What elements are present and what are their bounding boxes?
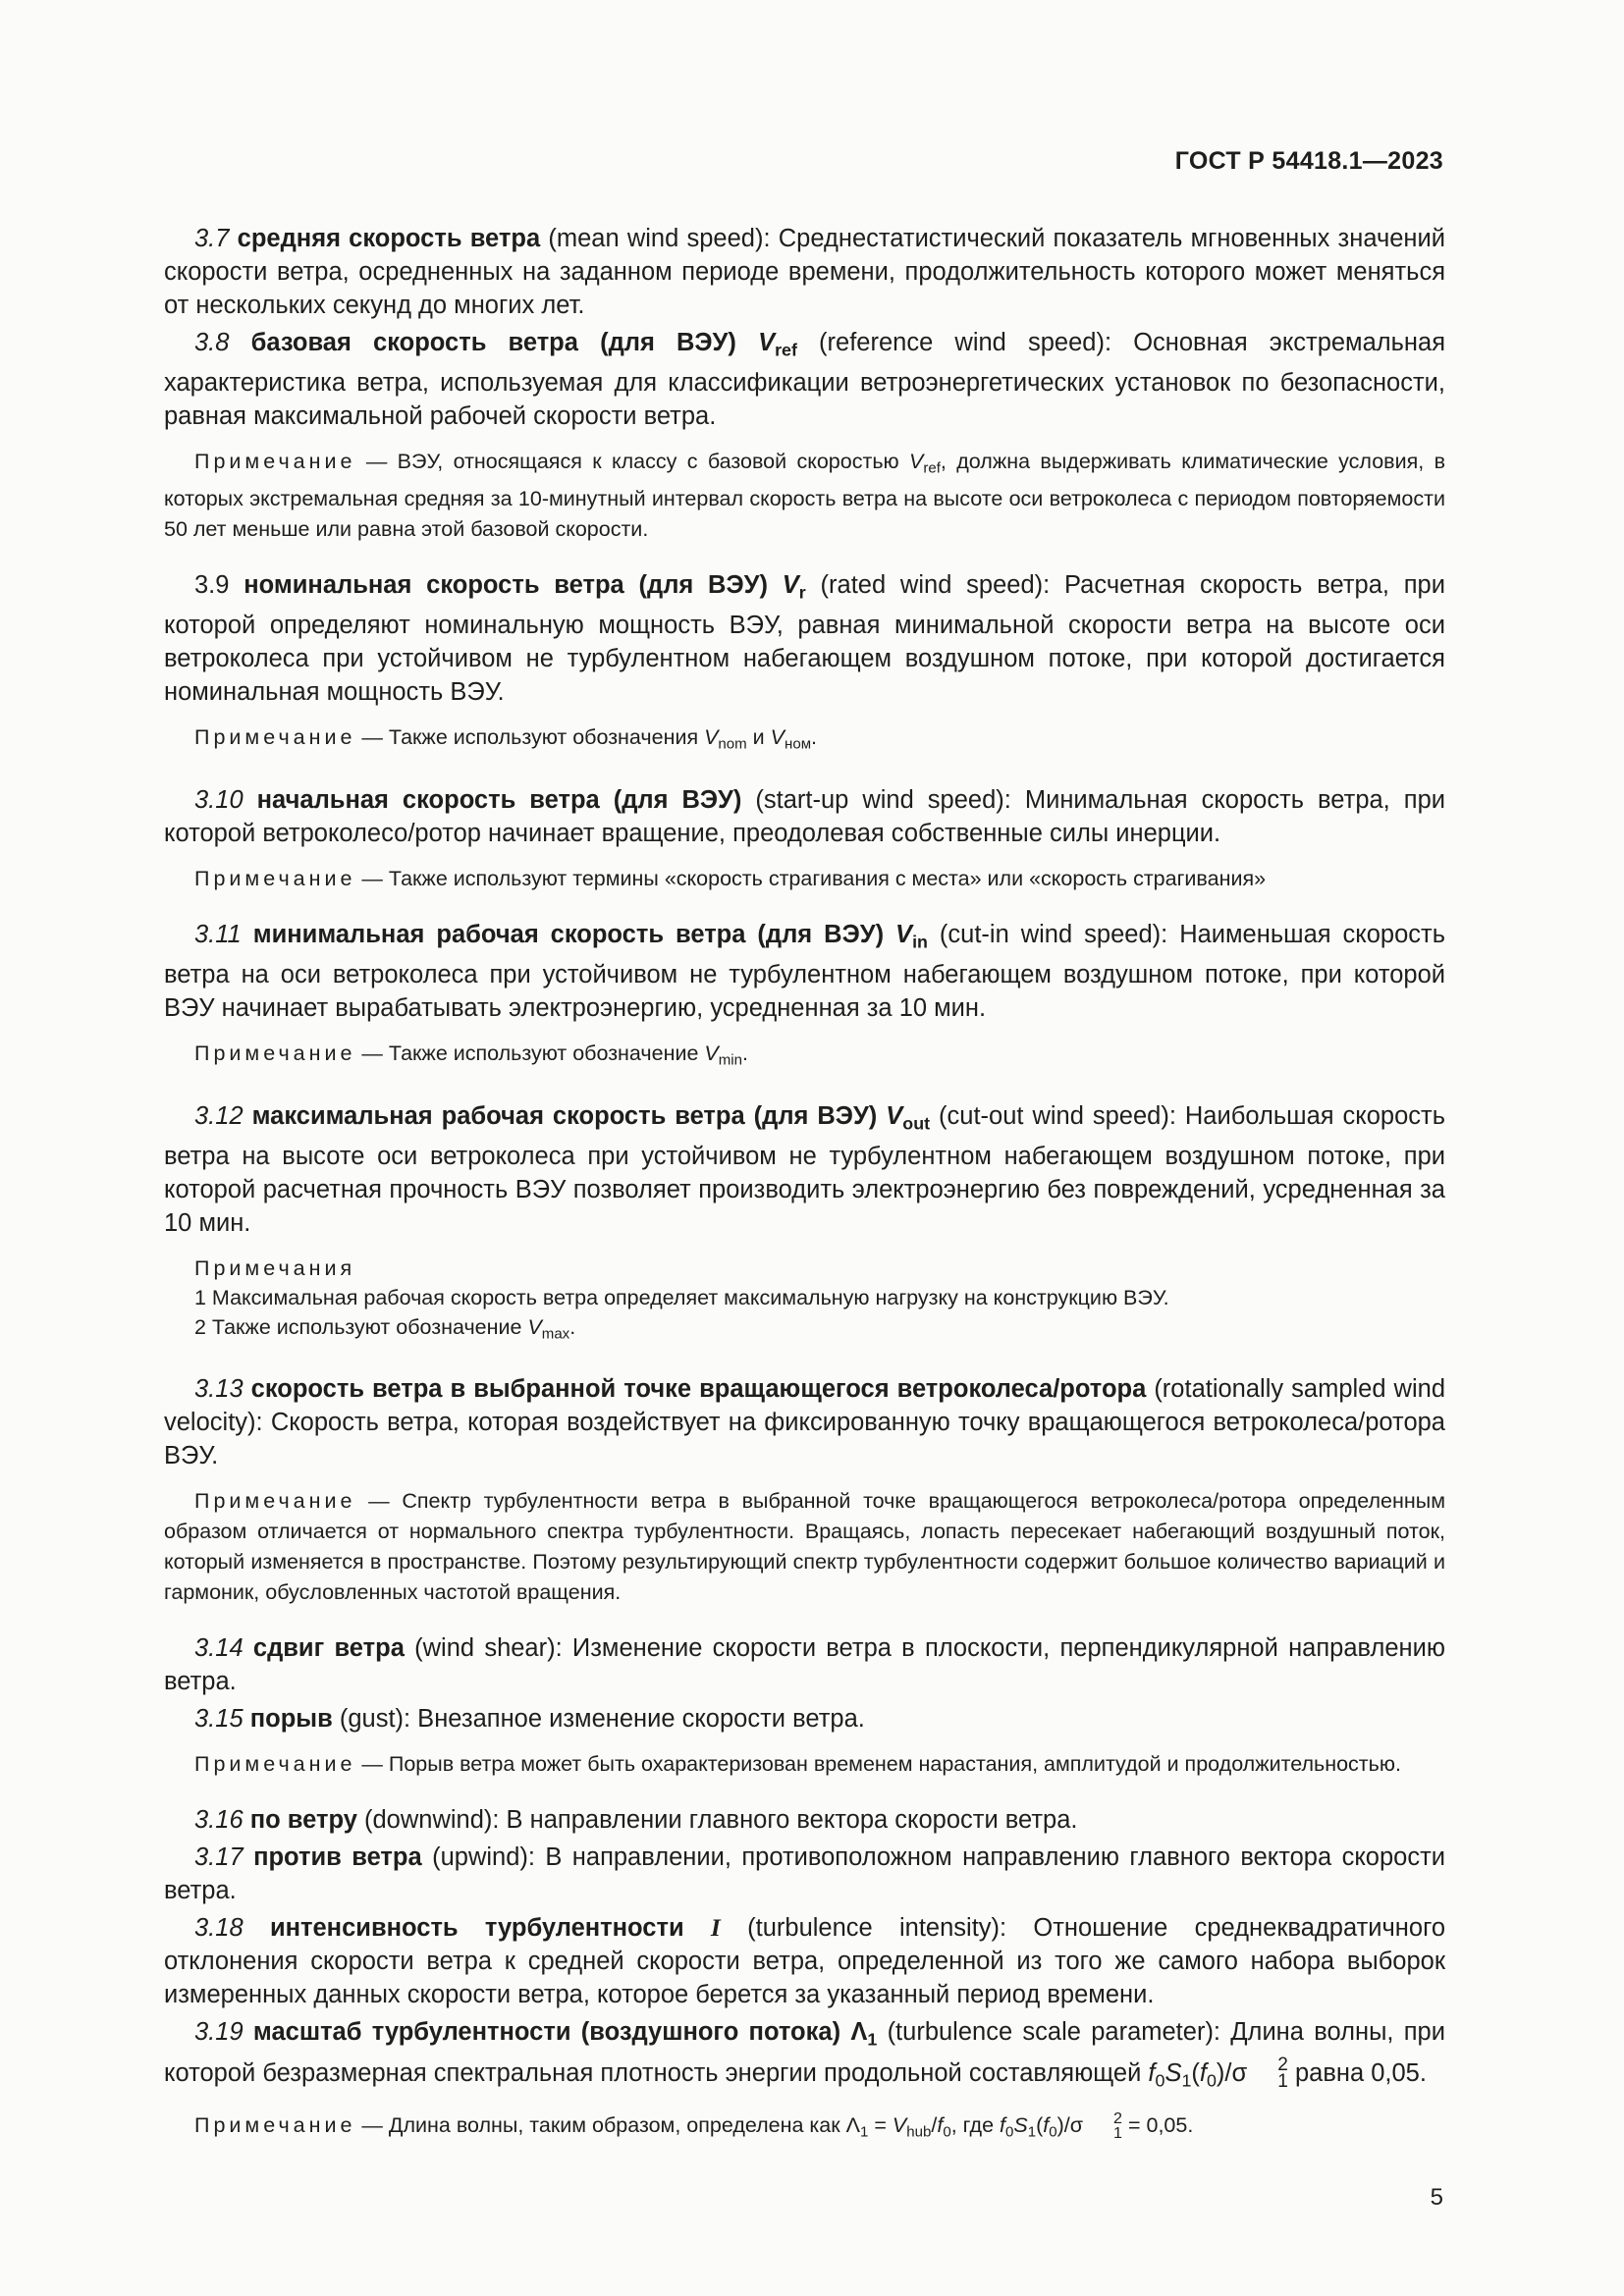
notes-3-12: Примечания 1 Максимальная рабочая скорость ветра определяет максимальную нагрузку на конструкцию ВЭУ. 2 Также используют обозначение $V_{max}$.	[194, 1255, 1169, 1343]
definition-3-10: 3.10 начальная скорость ветра (для ВЭУ) (start-up wind speed): Минимальная скорость ветра, при которой ветроколесо/ротор начинает вращение, преодолевая собственные силы инерции.	[164, 785, 1446, 847]
document-header: ГОСТ Р 54418.1—2023	[1174, 147, 1443, 175]
note-3-15: Примечание — Порыв ветра может быть охарактеризован временем нарастания, амплитудой и продолжительностью.	[194, 1752, 1401, 1777]
note-3-13: Примечание — Спектр турбулентности ветра в выбранной точке вращающегося ветроколеса/ротора определенным образом отличается от нормального спектра турбулентности. Вращаясь, лопасть пересекает набегающий воздушный поток, который изменяется в пространстве. Поэтому результирующий спектр турбулентности содержит большое количество вариаций и гармоник, обусловленных частотой вращения.	[164, 1489, 1445, 1605]
definition-3-11: 3.11 минимальная рабочая скорость ветра (для ВЭУ) $V_{in}$ (cut-in wind speed): Наименьшая скорость ветра на оси ветроколеса при устойчивом не турбулентном набегающем воздушном потоке, при которой ВЭУ начинает вырабатывать электроэнергию, усредненная за 10 мин.	[164, 920, 1445, 1023]
definition-3-7: 3.7 средняя скорость ветра (mean wind speed): Среднестатистический показатель мгновенных значений скорости ветра, осредненных на заданном периоде времени, продолжительность которого может меняться от нескольких секунд до многих лет.	[164, 225, 1445, 319]
page-number: 5	[1430, 2184, 1443, 2211]
definition-3-15: 3.15 порыв (gust): Внезапное изменение скорости ветра.	[194, 1705, 865, 1734]
definition-3-18: 3.18 интенсивность турбулентности I (turbulence intensity): Отношение среднеквадратичного отклонения скорости ветра к средней скорости ветра, определенной из того же самого набора выборок измеренных данных скорости ветра, которое берется за указанный период времени.	[164, 1913, 1445, 2009]
note-3-19: Примечание — Длина волны, таким образом, определена как $\Lambda_1 = V_{hub}/f_0$, где $f_0S_1(f_0)/\sigma$ 2 1 = 0,05.	[194, 2109, 1194, 2142]
definition-3-9: 3.9 номинальная скорость ветра (для ВЭУ) $V_r$ (rated wind speed): Расчетная скорость ветра, при которой определяют номинальную мощность ВЭУ, равная минимальной скорости ветра на высоте оси ветроколеса при устойчивом не турбулентном набегающем воздушном потоке, при которой достигается номинальная мощность ВЭУ.	[164, 570, 1445, 707]
definition-3-12: 3.12 максимальная рабочая скорость ветра (для ВЭУ) $V_{out}$ (cut-out wind speed): Наибольшая скорость ветра на высоте оси ветроколеса при устойчивом не турбулентном набегающем воздушном потоке, при которой расчетная прочность ВЭУ позволяет производить электроэнергию без повреждений, усредненная за 10 мин.	[164, 1101, 1445, 1237]
definition-3-19: 3.19 масштаб турбулентности (воздушного потока) $\Lambda_1$ (turbulence scale parameter): Длина волны, при которой безразмерная спектральная плотность энергии продольной составляющей $f_0S_1(f_0)/\sigma$ 2 1 равна 0,05.	[164, 2018, 1445, 2093]
definition-3-8: 3.8 базовая скорость ветра (для ВЭУ) $V_{ref}$ (reference wind speed): Основная экстремальная характеристика ветра, используемая для классификации ветроэнергетических установок по безопасности, равная максимальной рабочей скорости ветра.	[164, 329, 1446, 431]
definition-3-13: 3.13 скорость ветра в выбранной точке вращающегося ветроколеса/ротора (rotationally sampled wind velocity): Скорость ветра, которая воздействует на фиксированную точку вращающегося ветроколеса/ротора ВЭУ.	[164, 1375, 1445, 1470]
document-body	[164, 222, 1445, 2171]
note-3-9: Примечание — Также используют обозначения $V_{nom}$ и $V_{ном}$.	[194, 725, 818, 753]
definition-3-16: 3.16 по ветру (downwind): В направлении главного вектора скорости ветра.	[194, 1806, 1078, 1835]
note-3-8: Примечание — ВЭУ, относящаяся к классу с базовой скоростью $V_{ref}$, должна выдерживать климатические условия, в которых экстремальная средняя за 10-минутный интервал скорость ветра на высоте оси ветроколеса с периодом повторяемости 50 лет меньше или равна этой базовой скорости.	[164, 450, 1446, 541]
note-3-10: Примечание — Также используют термины «скорость страгивания с места» или «скорость страгивания»	[194, 866, 1267, 890]
definition-3-17: 3.17 против ветра (upwind): В направлении, противоположном направлению главного вектора скорости ветра.	[164, 1843, 1445, 1905]
note-3-11: Примечание — Также используют обозначение $V_{min}$.	[194, 1041, 748, 1069]
definition-3-14: 3.14 сдвиг ветра (wind shear): Изменение скорости ветра в плоскости, перпендикулярной направлению ветра.	[164, 1634, 1446, 1696]
